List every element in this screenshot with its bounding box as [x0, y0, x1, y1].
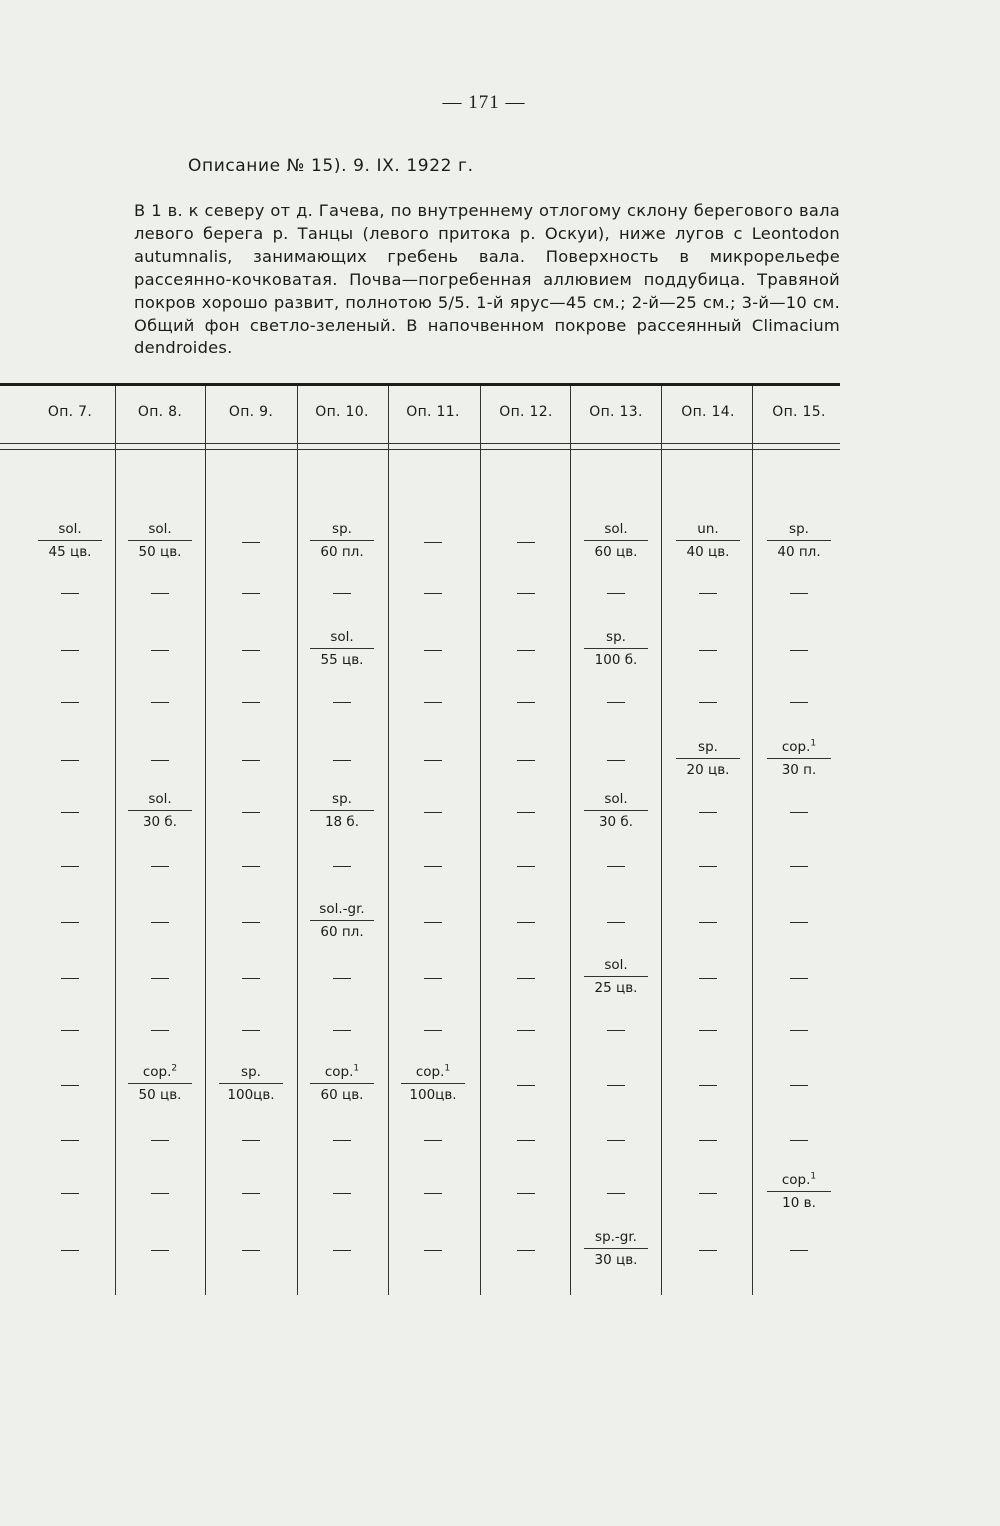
column-header: Оп. 7. — [47, 404, 93, 420]
absent-dash — [699, 650, 717, 651]
abundance-cell — [297, 1063, 387, 1104]
absent-dash — [517, 542, 535, 543]
absent-dash — [607, 866, 625, 867]
abundance-value: sol.-gr. — [319, 901, 365, 917]
absent-dash — [790, 866, 808, 867]
absent-dash — [607, 922, 625, 923]
abundance-cell — [25, 520, 115, 561]
absent-dash — [242, 812, 260, 813]
absent-dash — [424, 1250, 442, 1251]
abundance-cell — [571, 628, 661, 669]
absent-dash — [424, 593, 442, 594]
absent-dash — [151, 1193, 169, 1194]
absent-dash — [790, 593, 808, 594]
absent-dash — [242, 1193, 260, 1194]
fraction-bar — [767, 758, 831, 759]
abundance-cell — [663, 738, 753, 779]
abundance-value: sol. — [330, 629, 354, 645]
fraction-bar — [310, 810, 374, 811]
abundance-value: sp. — [789, 521, 809, 537]
absent-dash — [61, 650, 79, 651]
absent-dash — [790, 1140, 808, 1141]
absent-dash — [333, 1030, 351, 1031]
abundance-value: cop.$^2$ — [142, 1063, 178, 1080]
abundance-value: sp. — [606, 629, 626, 645]
absent-dash — [607, 1140, 625, 1141]
abundance-cell — [206, 1063, 296, 1104]
absent-dash — [517, 812, 535, 813]
abundance-value: sol. — [604, 791, 628, 807]
fraction-bar — [584, 976, 648, 977]
height-phase-value: 45 цв. — [48, 544, 92, 560]
absent-dash — [790, 702, 808, 703]
absent-dash — [517, 760, 535, 761]
abundance-value: cop.$^1$ — [781, 1171, 817, 1188]
absent-dash — [790, 978, 808, 979]
fraction-bar — [676, 758, 740, 759]
column-header: Оп. 10. — [315, 404, 369, 420]
table-header-rule-double — [0, 449, 840, 450]
absent-dash — [424, 812, 442, 813]
absent-dash — [424, 542, 442, 543]
height-phase-value: 55 цв. — [320, 652, 364, 668]
absent-dash — [607, 593, 625, 594]
absent-dash — [424, 1193, 442, 1194]
absent-dash — [151, 866, 169, 867]
absent-dash — [151, 593, 169, 594]
absent-dash — [61, 1030, 79, 1031]
absent-dash — [242, 702, 260, 703]
absent-dash — [790, 1030, 808, 1031]
fraction-bar — [676, 540, 740, 541]
absent-dash — [790, 1250, 808, 1251]
fraction-bar — [219, 1083, 283, 1084]
absent-dash — [61, 1085, 79, 1086]
abundance-value: sol. — [148, 791, 172, 807]
abundance-cell — [297, 628, 387, 669]
height-phase-value: 25 цв. — [594, 980, 638, 996]
height-phase-value: 60 цв. — [594, 544, 638, 560]
fraction-bar — [128, 810, 192, 811]
absent-dash — [517, 1030, 535, 1031]
height-phase-value: 10 в. — [782, 1195, 816, 1211]
absent-dash — [242, 1140, 260, 1141]
abundance-value: sp.-gr. — [595, 1229, 637, 1245]
absent-dash — [424, 922, 442, 923]
abundance-cell — [754, 520, 844, 561]
column-header: Оп. 14. — [681, 404, 735, 420]
fraction-bar — [310, 648, 374, 649]
fraction-bar — [584, 648, 648, 649]
column-header: Оп. 12. — [499, 404, 553, 420]
absent-dash — [242, 1030, 260, 1031]
absent-dash — [607, 760, 625, 761]
fraction-bar — [767, 540, 831, 541]
absent-dash — [424, 978, 442, 979]
absent-dash — [699, 866, 717, 867]
absent-dash — [607, 1030, 625, 1031]
absent-dash — [517, 922, 535, 923]
height-phase-value: 100цв. — [409, 1087, 457, 1103]
height-phase-value: 30 б. — [142, 814, 178, 830]
table-top-rule — [0, 383, 840, 386]
absent-dash — [333, 1250, 351, 1251]
absent-dash — [517, 866, 535, 867]
absent-dash — [333, 593, 351, 594]
column-header: Оп. 15. — [772, 404, 826, 420]
column-divider — [388, 386, 389, 1295]
absent-dash — [61, 593, 79, 594]
table-header-rule — [0, 443, 840, 444]
abundance-value: cop.$^1$ — [781, 738, 817, 755]
absent-dash — [61, 1193, 79, 1194]
column-header: Оп. 9. — [228, 404, 274, 420]
abundance-cell — [388, 1063, 478, 1104]
absent-dash — [607, 1193, 625, 1194]
absent-dash — [242, 542, 260, 543]
absent-dash — [333, 702, 351, 703]
absent-dash — [790, 812, 808, 813]
absent-dash — [333, 1193, 351, 1194]
absent-dash — [333, 1140, 351, 1141]
absent-dash — [424, 1030, 442, 1031]
height-phase-value: 30 цв. — [594, 1252, 638, 1268]
absent-dash — [517, 978, 535, 979]
absent-dash — [333, 866, 351, 867]
height-phase-value: 30 б. — [598, 814, 634, 830]
abundance-cell — [571, 956, 661, 997]
absent-dash — [424, 1140, 442, 1141]
abundance-value: sp. — [332, 521, 352, 537]
height-phase-value: 40 пл. — [777, 544, 821, 560]
height-phase-value: 50 цв. — [138, 544, 182, 560]
absent-dash — [151, 1030, 169, 1031]
absent-dash — [61, 1250, 79, 1251]
abundance-cell — [297, 790, 387, 831]
absent-dash — [424, 702, 442, 703]
absent-dash — [61, 760, 79, 761]
fraction-bar — [310, 540, 374, 541]
absent-dash — [242, 650, 260, 651]
absent-dash — [424, 650, 442, 651]
absent-dash — [424, 866, 442, 867]
absent-dash — [517, 1140, 535, 1141]
absent-dash — [151, 1250, 169, 1251]
abundance-value: sol. — [604, 957, 628, 973]
absent-dash — [699, 1193, 717, 1194]
absent-dash — [61, 866, 79, 867]
abundance-value: sp. — [332, 791, 352, 807]
height-phase-value: 30 п. — [781, 762, 817, 778]
absent-dash — [61, 702, 79, 703]
height-phase-value: 50 цв. — [138, 1087, 182, 1103]
absent-dash — [61, 978, 79, 979]
absent-dash — [151, 978, 169, 979]
absent-dash — [790, 922, 808, 923]
height-phase-value: 20 цв. — [686, 762, 730, 778]
abundance-cell — [115, 520, 205, 561]
absent-dash — [607, 1085, 625, 1086]
fraction-bar — [310, 1083, 374, 1084]
abundance-value: sp. — [241, 1064, 261, 1080]
abundance-value: sol. — [58, 521, 82, 537]
abundance-value: sol. — [148, 521, 172, 537]
fraction-bar — [38, 540, 102, 541]
absent-dash — [242, 866, 260, 867]
absent-dash — [699, 1140, 717, 1141]
abundance-cell — [115, 790, 205, 831]
height-phase-value: 60 пл. — [320, 544, 364, 560]
absent-dash — [699, 978, 717, 979]
abundance-cell — [571, 1228, 661, 1269]
absent-dash — [699, 702, 717, 703]
absent-dash — [242, 922, 260, 923]
column-header: Оп. 13. — [589, 404, 643, 420]
absent-dash — [61, 1140, 79, 1141]
absent-dash — [699, 1250, 717, 1251]
absent-dash — [151, 702, 169, 703]
fraction-bar — [584, 1248, 648, 1249]
absent-dash — [517, 702, 535, 703]
column-header: Оп. 11. — [406, 404, 460, 420]
absent-dash — [607, 702, 625, 703]
fraction-bar — [584, 540, 648, 541]
fraction-bar — [128, 1083, 192, 1084]
absent-dash — [333, 978, 351, 979]
absent-dash — [151, 760, 169, 761]
fraction-bar — [584, 810, 648, 811]
fraction-bar — [401, 1083, 465, 1084]
column-divider — [661, 386, 662, 1295]
column-header: Оп. 8. — [137, 404, 183, 420]
absent-dash — [517, 593, 535, 594]
height-phase-value: 100цв. — [227, 1087, 275, 1103]
absent-dash — [61, 812, 79, 813]
fraction-bar — [767, 1191, 831, 1192]
absent-dash — [517, 1085, 535, 1086]
height-phase-value: 60 пл. — [320, 924, 364, 940]
absent-dash — [699, 593, 717, 594]
absent-dash — [151, 650, 169, 651]
abundance-cell — [115, 1063, 205, 1104]
abundance-cell — [754, 1171, 844, 1212]
abundance-cell — [754, 738, 844, 779]
absent-dash — [699, 1085, 717, 1086]
description-paragraph: В 1 в. к северу от д. Гачева, по внутреннему отлогому склону берегового вала левого берега р. Танцы (левого притока р. Оскуи), ниже лугов с Leontodon autumnalis, занимающих гребень вала. Поверхность в микрорельефе рассеянно-кочковатая. Почва—погребенная аллювием поддубица. Травяной покров хорошо развит, полнотою 5/5. 1-й ярус—45 см.; 2-й—25 см.; 3-й—10 см. Общий фон светло-зеленый. В напочвенном покрове рассеянный Climacium dendroides. — [134, 201, 840, 358]
absent-dash — [151, 922, 169, 923]
height-phase-value: 100 б. — [594, 652, 638, 668]
fraction-bar — [128, 540, 192, 541]
column-divider — [205, 386, 206, 1295]
absent-dash — [790, 650, 808, 651]
abundance-value: cop.$^1$ — [324, 1063, 360, 1080]
absent-dash — [151, 1140, 169, 1141]
absent-dash — [517, 1193, 535, 1194]
absent-dash — [242, 593, 260, 594]
abundance-value: sp. — [698, 739, 718, 755]
absent-dash — [699, 922, 717, 923]
fraction-bar — [310, 920, 374, 921]
abundance-cell — [571, 520, 661, 561]
absent-dash — [242, 978, 260, 979]
absent-dash — [699, 1030, 717, 1031]
absent-dash — [517, 650, 535, 651]
abundance-cell — [663, 520, 753, 561]
absent-dash — [424, 760, 442, 761]
abundance-value: cop.$^1$ — [415, 1063, 451, 1080]
absent-dash — [242, 760, 260, 761]
abundance-cell — [297, 900, 387, 941]
abundance-value: un. — [697, 521, 719, 537]
abundance-value: sol. — [604, 521, 628, 537]
absent-dash — [333, 760, 351, 761]
absent-dash — [699, 812, 717, 813]
height-phase-value: 18 б. — [324, 814, 360, 830]
page-number: — 171 — — [442, 92, 526, 113]
absent-dash — [790, 1085, 808, 1086]
absent-dash — [242, 1250, 260, 1251]
height-phase-value: 60 цв. — [320, 1087, 364, 1103]
height-phase-value: 40 цв. — [686, 544, 730, 560]
absent-dash — [517, 1250, 535, 1251]
description-heading: Описание № 15). 9. IX. 1922 г. — [188, 156, 474, 176]
absent-dash — [61, 922, 79, 923]
column-divider — [480, 386, 481, 1295]
abundance-cell — [297, 520, 387, 561]
abundance-cell — [571, 790, 661, 831]
